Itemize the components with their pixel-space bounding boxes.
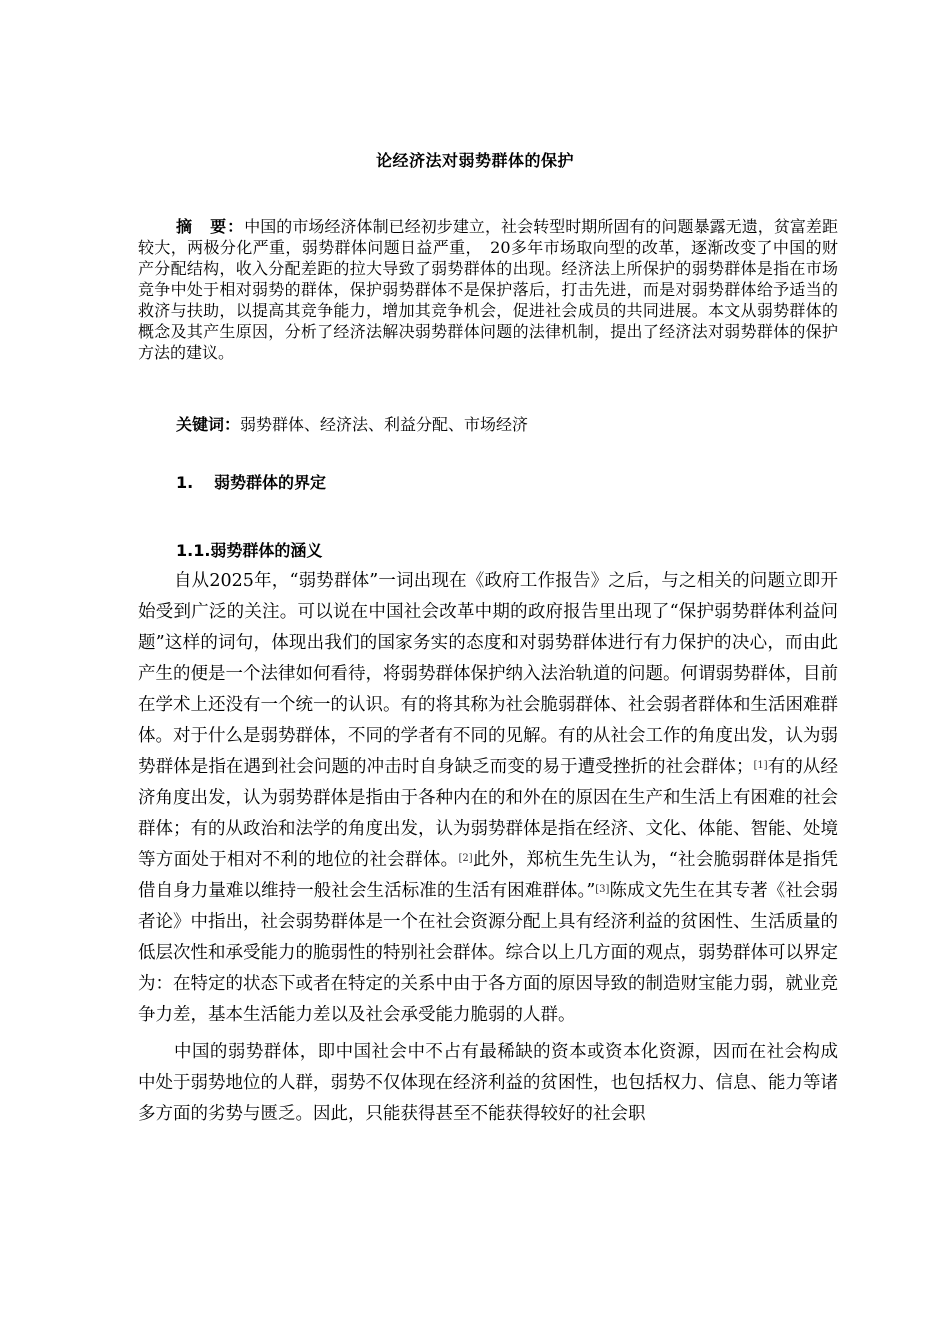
paragraph-1-part-1: 自从2025年，“弱势群体”一词出现在《政府工作报告》之后，与之相关的问题立即开始受到广泛的关注。可以说在中国社会改革中期的政府报告里出现了“保护弱势群体利益问题”这样的词句，体现出我们的国家务实的态度和对弱势群体进行有力保护的决心，而由此产生的便是一个法律如何看待，将弱势群体保护纳入法治轨道的问题。何谓弱势群体，目前在学术上还没有一个统一的认识。有的将其称为社会脆弱群体、社会弱者群体和生活困难群体。对于什么是弱势群体，不同的学者有不同的见解。有的从社会工作的角度出发，认为弱势群体是指在遇到社会问题的冲击时自身缺乏而变的易于遭受挫折的社会群体； xyxy=(138,571,838,777)
abstract-block xyxy=(138,216,838,363)
body-text xyxy=(138,566,838,1136)
paragraph-1 xyxy=(138,566,838,1031)
paragraph-2 xyxy=(138,1037,838,1130)
paragraph-1-part-2: 有的从经济角度出发，认为弱势群体是指由于各种内在的和外在的原因在生产和生活上有困难的社会群体；有的从政治和法学的角度出发，认为弱势群体是指在经济、文化、体能、智能、处境等方面处于相对不利的地位的社会群体。 xyxy=(138,757,839,870)
abstract-label: 摘 要： xyxy=(176,217,245,236)
paragraph-2-text: 中国的弱势群体，即中国社会中不占有最稀缺的资本或资本化资源，因而在社会构成中处于弱势地位的人群，弱势不仅体现在经济利益的贫困性，也包括权力、信息、能力等诸多方面的劣势与匮乏。因此，只能获得甚至不能获得较好的社会职 xyxy=(138,1042,838,1124)
keywords-label: 关键词： xyxy=(176,415,241,434)
section-heading xyxy=(176,470,326,493)
citation-ref-2: [2] xyxy=(458,853,473,864)
document-title: 论经济法对弱势群体的保护 xyxy=(375,151,574,170)
abstract-text: 中国的市场经济体制已经初步建立，社会转型时期所固有的问题暴露无遗，贫富差距较大，两极分化严重，弱势群体问题日益严重， 20多年市场取向型的改革，逐渐改变了中国的财产分配结构，收入分配差距的拉大导致了弱势群体的出现。经济法上所保护的弱势群体是指在市场竞争中处于相对弱势的群体，保护弱势群体不是保护落后，打击先进，而是对弱势群体给予适当的救济与扶助，以提高其竞争能力，增加其竞争机会，促进社会成员的共同进展。本文从弱势群体的概念及其产生原因，分析了经济法解决弱势群体问题的法律机制，提出了经济法对弱势群体的保护方法的建议。 xyxy=(138,217,838,362)
section-number: 1. xyxy=(176,473,194,492)
paragraph-1-part-3: 此外，郑杭生先生认为，“社会脆弱群体是指凭借自身力量难以维持一般社会生活标准的生活有困难群体。” xyxy=(138,850,838,901)
keywords-block xyxy=(176,414,836,436)
section-title: 弱势群体的界定 xyxy=(214,473,327,492)
citation-ref-3: [3] xyxy=(595,884,610,895)
citation-ref-1: [1] xyxy=(753,760,768,771)
paragraph-1-part-4: 陈成文先生在其专著《社会弱者论》中指出，社会弱势群体是一个在社会资源分配上具有经济利益的贫困性、生活质量的低层次性和承受能力的脆弱性的特别社会群体。综合以上几方面的观点，弱势群体可以界定为：在特定的状态下或者在特定的关系中由于各方面的原因导致的制造财宝能力弱，就业竞争力差，基本生活能力差以及社会承受能力脆弱的人群。 xyxy=(138,881,838,1025)
subsection-heading: 1.1.弱势群体的涵义 xyxy=(176,541,323,560)
keywords-text: 弱势群体、经济法、利益分配、市场经济 xyxy=(240,415,529,434)
